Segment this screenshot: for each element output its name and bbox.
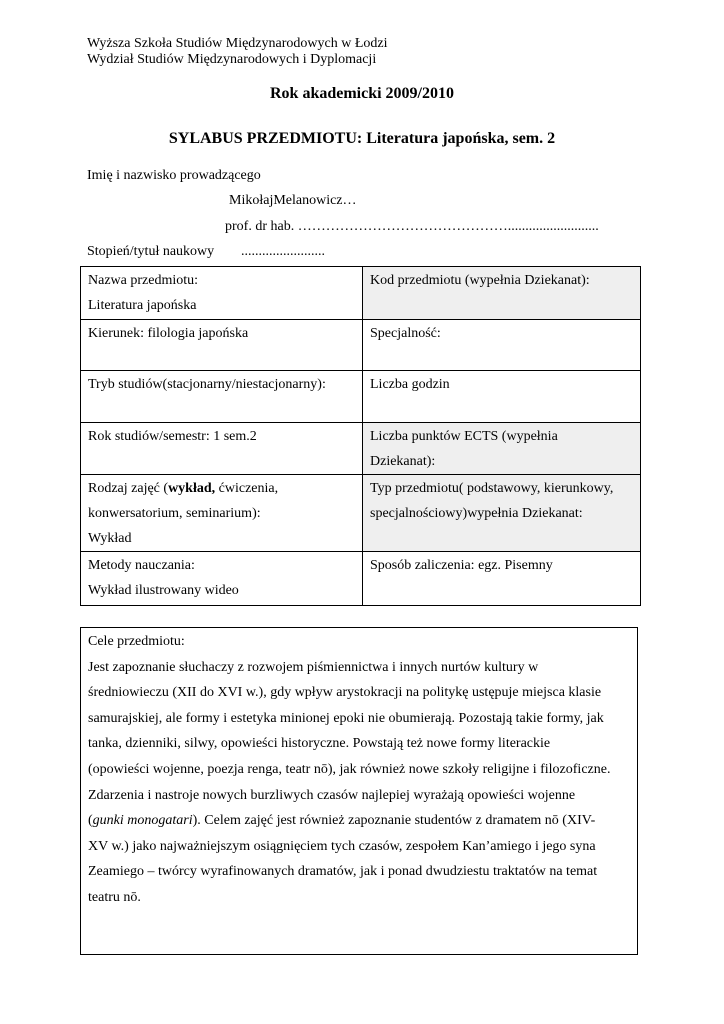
teaching-methods-label: Metody nauczania: xyxy=(88,558,195,573)
ects-cell xyxy=(363,423,641,475)
specialization-cell xyxy=(363,320,641,371)
goals-line: XV w.) jako najważniejszym osiągnięciem tych czasów, zespołem Kan’amiego i jego syna xyxy=(88,838,596,854)
goals-line: teatru nō. xyxy=(88,889,141,905)
goals-line: (opowieści wojenne, poezja renga, teatr nō), jak również nowe szkoły religijne i filozoficzne. xyxy=(88,761,611,777)
hours-label: Liczba godzin xyxy=(370,377,450,392)
course-type-line1: Typ przedmiotu( podstawowy, kierunkowy, xyxy=(370,481,614,496)
goals-line xyxy=(88,808,631,834)
table-row xyxy=(81,423,641,475)
class-type-value: Wykład xyxy=(88,531,132,546)
teaching-methods-value: Wykład ilustrowany wideo xyxy=(88,583,239,598)
faculty-name: Wydział Studiów Międzynarodowych i Dyplomacji xyxy=(87,52,377,67)
assessment-cell xyxy=(363,552,641,606)
degree-label: Stopień/tytuł naukowy xyxy=(87,244,215,259)
syllabus-heading xyxy=(0,131,724,147)
goals-paren: ( xyxy=(88,813,93,829)
table-row xyxy=(81,320,641,371)
table-row xyxy=(81,552,641,606)
goals-line: Jest zapoznanie słuchaczy z rozwojem piśmiennictwa i innych nurtów kultury w xyxy=(88,659,539,675)
goals-line: średniowieczu (XII do XVI w.), gdy wpływ arystokracji na politykę ustępuje miejsca klasie xyxy=(88,685,602,701)
course-code-cell xyxy=(363,267,641,320)
class-type-line2: konwersatorium, seminarium): xyxy=(88,506,261,521)
instructor-name: MikołajMelanowicz… xyxy=(229,193,357,208)
field-of-study-text: Kierunek: filologia japońska xyxy=(88,326,249,341)
course-name-label: Nazwa przedmiotu: xyxy=(88,273,199,288)
course-code-label: Kod przedmiotu (wypełnia Dziekanat): xyxy=(370,273,590,288)
field-of-study-cell xyxy=(81,320,363,371)
instructor-label: Imię i nazwisko prowadzącego xyxy=(87,168,261,183)
goals-line: Zeamiego – twórcy wyrafinowanych dramatów, jak i ponad dwudziestu traktatów na temat xyxy=(88,864,598,880)
course-info-table xyxy=(80,266,641,606)
course-type-line2: specjalnościowy)wypełnia Dziekanat: xyxy=(370,506,583,521)
year-semester-cell xyxy=(81,423,363,475)
class-type-rest: ćwiczenia, xyxy=(215,481,279,496)
year-semester-text: Rok studiów/semestr: 1 sem.2 xyxy=(88,429,257,444)
degree-value: ........................ xyxy=(241,244,325,259)
study-mode-label: Tryb studiów(stacjonarny/niestacjonarny): xyxy=(88,377,326,392)
class-type-bold: wykład, xyxy=(168,481,216,496)
class-type-prefix: Rodzaj zajęć ( xyxy=(88,481,169,496)
hours-cell xyxy=(363,371,641,423)
table-row xyxy=(81,267,641,320)
specialization-label: Specjalność: xyxy=(370,326,441,341)
goals-line: Zdarzenia i nastroje nowych burzliwych czasów najlepiej wyrażają opowieści wojenne xyxy=(88,787,576,803)
course-goals-box xyxy=(80,627,638,955)
table-row xyxy=(81,371,641,423)
course-name-value: Literatura japońska xyxy=(88,298,197,313)
goals-line7-rest: ). Celem zajęć jest również zapoznanie studentów z dramatem nō (XIV- xyxy=(192,813,596,829)
goals-label: Cele przedmiotu: xyxy=(88,634,185,649)
goals-italic-term: gunki monogatari xyxy=(92,813,193,829)
ects-label-line1: Liczba punktów ECTS (wypełnia xyxy=(370,429,558,444)
class-type-line1 xyxy=(88,476,356,501)
ects-label-line2: Dziekanat): xyxy=(370,454,436,469)
assessment-text: Sposób zaliczenia: egz. Pisemny xyxy=(370,558,553,573)
university-name: Wyższa Szkoła Studiów Międzynarodowych w Łodzi xyxy=(87,36,388,51)
table-row xyxy=(81,475,641,552)
course-type-cell xyxy=(363,475,641,552)
class-type-cell xyxy=(81,475,363,552)
goals-line: tanka, dzienniki, silwy, opowieści historyczne. Powstają też nowe formy literackie xyxy=(88,736,551,752)
academic-year-heading: Rok akademicki 2009/2010 xyxy=(269,85,454,102)
instructor-title-line: prof. dr hab. ……………………………………….......................... xyxy=(225,219,599,234)
goals-line: samurajskiej, ale formy i estetyka minionej epoki nie obumierają. Pozostają takie formy, jak xyxy=(88,710,604,726)
teaching-methods-cell xyxy=(81,552,363,606)
syllabus-prefix: SYLABUS PRZEDMIOTU: xyxy=(168,130,363,147)
study-mode-cell xyxy=(81,371,363,423)
syllabus-subject: Literatura japońska, sem. 2 xyxy=(366,130,556,147)
course-name-cell xyxy=(81,267,363,320)
